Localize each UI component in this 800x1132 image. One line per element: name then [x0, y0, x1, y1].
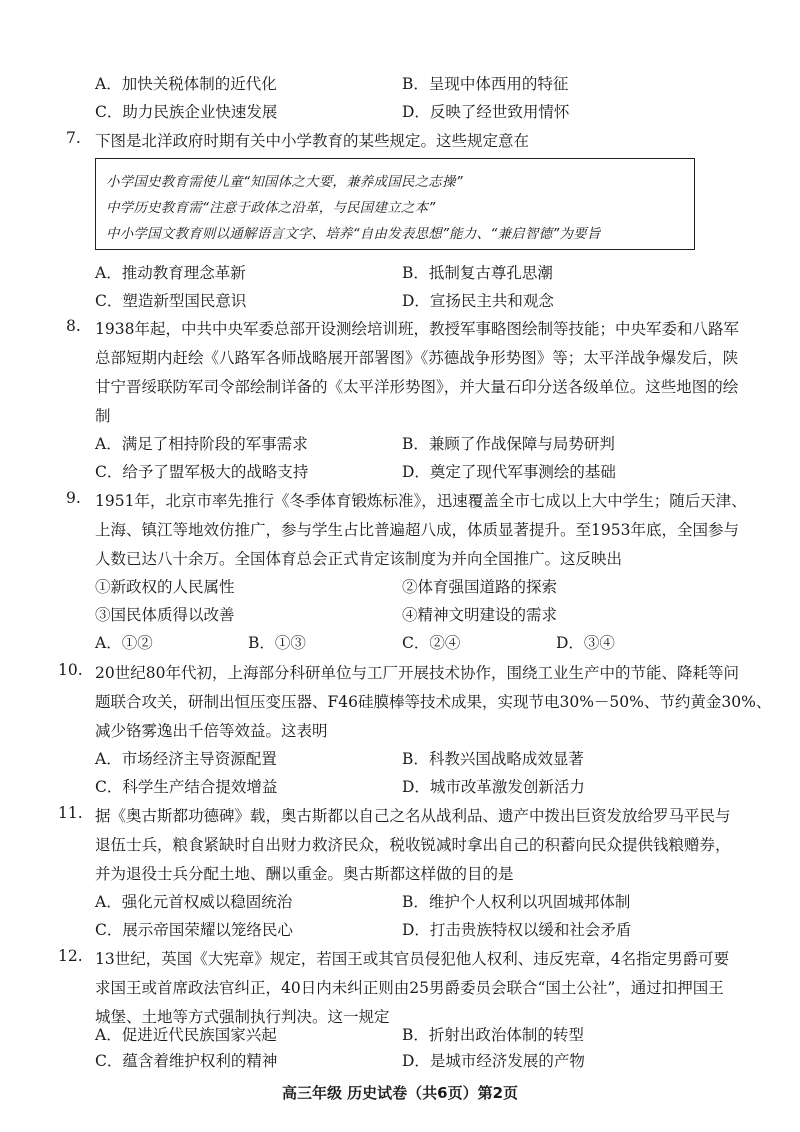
- q11-option-b: B．维护个人权利以巩固城邦体制: [402, 893, 631, 911]
- q7-option-d: D．宣扬民主共和观念: [402, 292, 554, 310]
- q7-number: 7.: [66, 129, 81, 147]
- q8-stem-line-4: 制: [95, 407, 111, 425]
- q7-box-line-1: 小学国史教育需使儿童“知国体之大要，兼养成国民之志操”: [106, 174, 463, 190]
- q11-stem-line-2: 退伍士兵，粮食紧缺时自出财力救济民众，税收锐减时拿出自己的积蓄向民众提供钱粮赠券，: [95, 836, 731, 854]
- q8-number: 8.: [66, 317, 81, 335]
- q8-stem-line-1: 1938年起，中共中央军委总部开设测绘培训班，教授军事略图绘制等技能；中央军委和八路军: [95, 320, 739, 338]
- q9-item-1: ①新政权的人民属性: [95, 578, 235, 596]
- q9-option-a: A．①②: [95, 634, 153, 652]
- q10-option-a: A．市场经济主导资源配置: [95, 750, 277, 768]
- q12-option-d: D．是城市经济发展的产物: [402, 1052, 585, 1070]
- q10-option-b: B．科教兴国战略成效显著: [402, 750, 584, 768]
- q12-option-a: A．促进近代民族国家兴起: [95, 1026, 277, 1044]
- q11-option-c: C．展示帝国荣耀以笼络民心: [95, 921, 293, 939]
- q10-stem-line-3: 减少铬雾逸出千倍等效益。这表明: [95, 722, 328, 740]
- q8-option-a: A．满足了相持阶段的军事需求: [95, 435, 308, 453]
- q6-option-b: B．呈现中体西用的特征: [402, 75, 569, 93]
- q8-stem-line-2: 总部短期内赶绘《八路军各师战略展开部署图》《苏德战争形势图》等；太平洋战争爆发后，陕: [95, 349, 739, 367]
- page-footer: 高三年级 历史试卷（共6页）第2页: [281, 1084, 519, 1102]
- q12-number: 12.: [58, 947, 83, 965]
- q7-box-line-3: 中小学国文教育则以通解语言文字、培养“自由发表思想”能力、“兼启智德”为要旨: [106, 226, 601, 242]
- q11-option-a: A．强化元首权威以稳固统治: [95, 893, 293, 911]
- q9-item-3: ③国民体质得以改善: [95, 606, 235, 624]
- q6-option-a: A．加快关税体制的近代化: [95, 75, 277, 93]
- q9-item-2: ②体育强国道路的探索: [402, 578, 558, 596]
- q11-stem-line-1: 据《奥古斯都功德碑》载，奥古斯都以自己之名从战利品、遗产中拨出巨资发放给罗马平民与: [95, 807, 731, 825]
- q9-stem-line-1: 1951年，北京市率先推行《冬季体育锻炼标准》，迅速覆盖全市七成以上大中学生；随后天津、: [95, 492, 747, 510]
- q7-box-line-2: 中学历史教育需“注意于政体之沿革，与民国建立之本”: [106, 200, 436, 216]
- q12-option-b: B．折射出政治体制的转型: [402, 1026, 584, 1044]
- q12-stem-line-2: 求国王或首席政法官纠正，40日内未纠正则由25男爵委员会联合“国土公社”，通过扣押国王: [95, 979, 724, 997]
- q7-option-b: B．抵制复古尊孔思潮: [402, 264, 553, 282]
- q9-number: 9.: [66, 489, 81, 507]
- q8-option-c: C．给予了盟军极大的战略支持: [95, 463, 309, 481]
- q10-option-c: C．科学生产结合提效增益: [95, 778, 278, 796]
- q9-stem-line-3: 人数已达八十余万。全国体育总会正式肯定该制度为并向全国推广。这反映出: [95, 550, 623, 568]
- q10-stem-line-2: 题联合攻关，研制出恒压变压器、F46硅膜棒等技术成果，实现节电30%－50%、节约黄金30%、: [95, 693, 772, 711]
- q8-option-d: D．奠定了现代军事测绘的基础: [402, 463, 616, 481]
- q9-stem-line-2: 上海、镇江等地效仿推广，参与学生占比普遍超八成，体质显著提升。至1953年底，全国参与: [95, 521, 739, 539]
- q11-option-d: D．打击贵族特权以缓和社会矛盾: [402, 921, 632, 939]
- q10-option-d: D．城市改革激发创新活力: [402, 778, 585, 796]
- q7-option-a: A．推动教育理念革新: [95, 264, 246, 282]
- q8-stem-line-3: 甘宁晋绥联防军司令部绘制详备的《太平洋形势图》，并大量石印分送各级单位。这些地图的绘: [95, 378, 739, 396]
- q9-item-4: ④精神文明建设的需求: [402, 606, 558, 624]
- q9-option-c: C．②④: [402, 634, 461, 652]
- q7-quote-box: [95, 158, 695, 250]
- q12-stem-line-1: 13世纪，英国《大宪章》规定，若国王或其官员侵犯他人权利、违反宪章，4名指定男爵可要: [95, 950, 730, 968]
- q9-option-b: B．①③: [248, 634, 306, 652]
- q9-option-d: D．③④: [556, 634, 615, 652]
- q10-stem-line-1: 20世纪80年代初，上海部分科研单位与工厂开展技术协作，围绕工业生产中的节能、降耗等问: [95, 664, 739, 682]
- q7-option-c: C．塑造新型国民意识: [95, 292, 247, 310]
- q12-stem-line-3: 城堡、土地等方式强制执行判决。这一规定: [95, 1008, 390, 1026]
- q6-option-d: D．反映了经世致用情怀: [402, 103, 570, 121]
- q7-stem: 下图是北洋政府时期有关中小学教育的某些规定。这些规定意在: [95, 132, 530, 150]
- q12-option-c: C．蕴含着维护权利的精神: [95, 1052, 278, 1070]
- q6-option-c: C．助力民族企业快速发展: [95, 103, 278, 121]
- q11-number: 11.: [58, 804, 83, 822]
- q8-option-b: B．兼顾了作战保障与局势研判: [402, 435, 615, 453]
- q11-stem-line-3: 并为退役士兵分配土地、酬以重金。奥古斯都这样做的目的是: [95, 865, 514, 883]
- q10-number: 10.: [58, 661, 83, 679]
